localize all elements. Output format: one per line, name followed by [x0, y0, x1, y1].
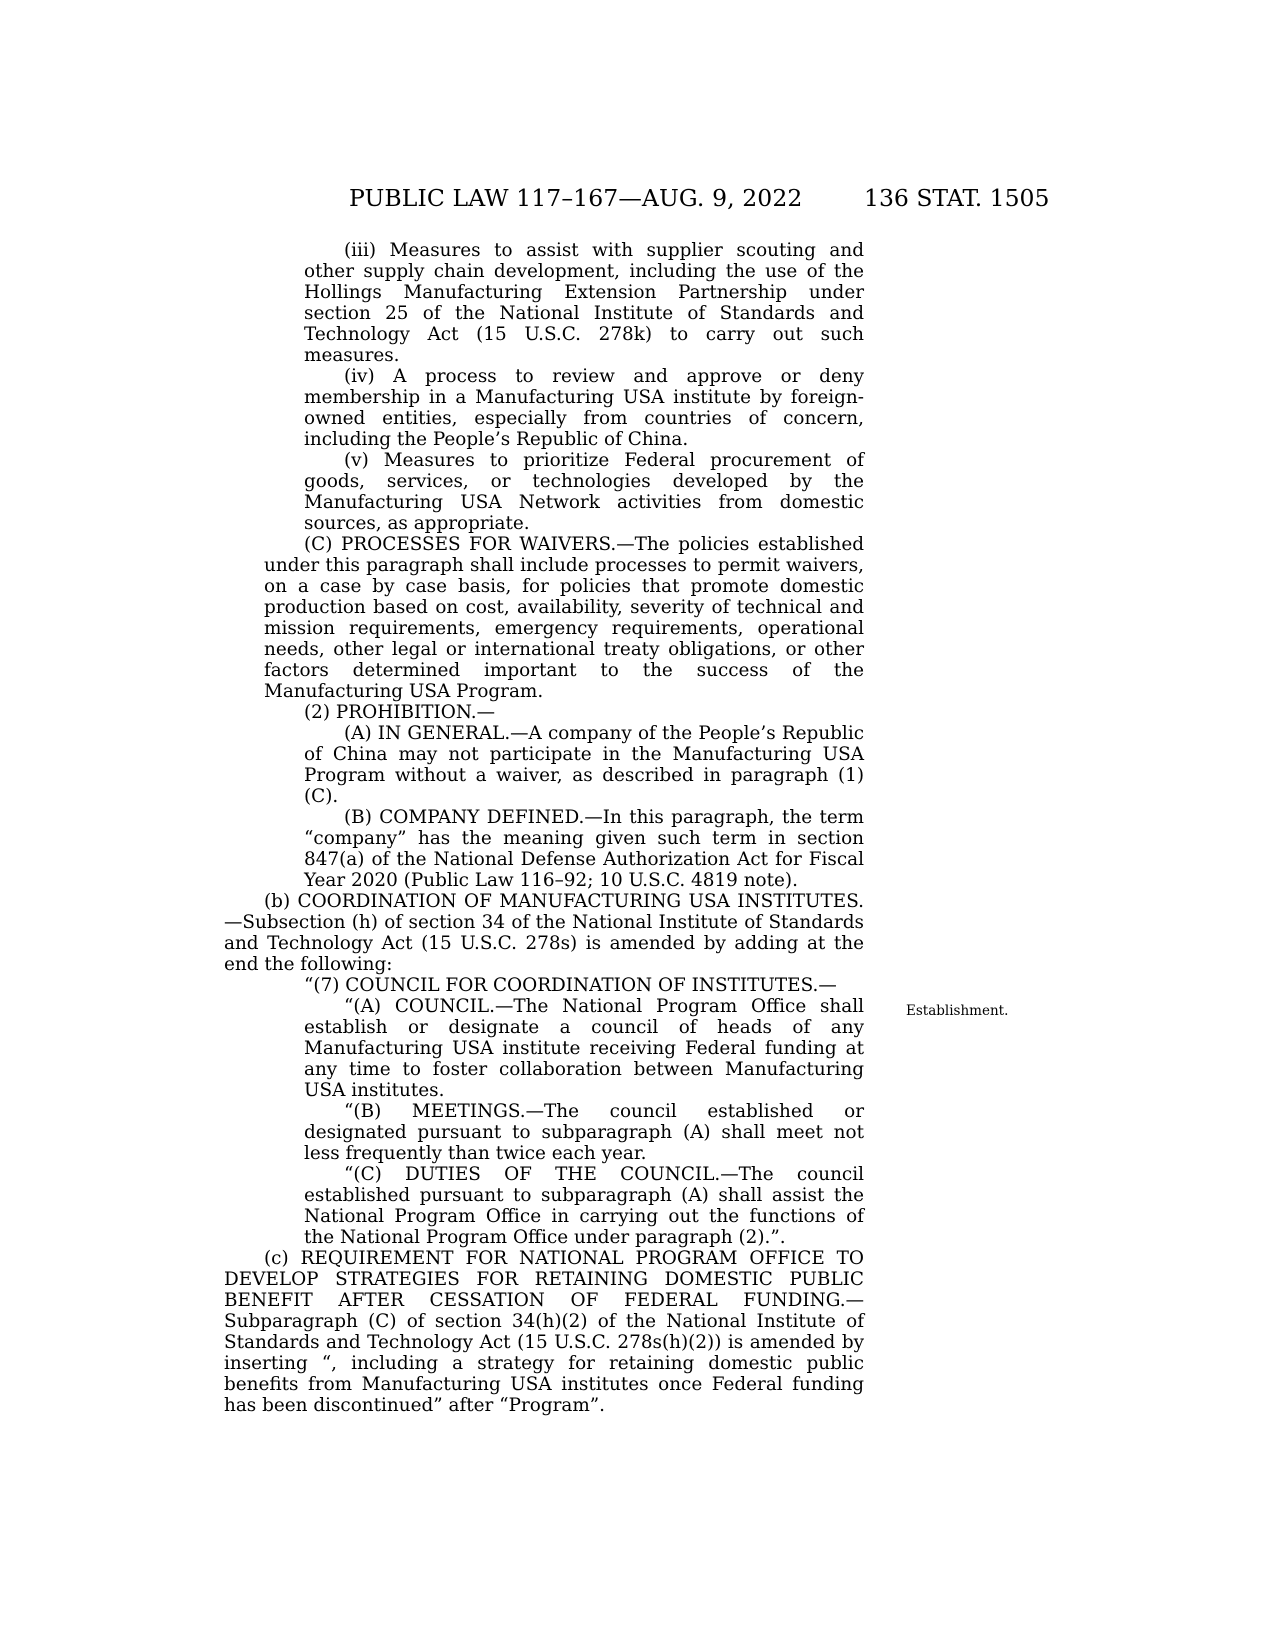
clause-v: (v) Measures to prioritize Federal procurement of goods, services, or technologies developed by the Manufacturing USA Network activities from domestic sources, as appropriate. [304, 450, 864, 534]
margin-note-establishment: Establishment. [906, 1003, 1009, 1019]
subparagraph-c-duties: “(C) DUTIES OF THE COUNCIL.—The council established pursuant to subparagraph (A) shall assist the National Program Office in carrying out the functions of the National Program Office under paragraph (2).”. [304, 1164, 864, 1248]
clause-iv: (iv) A process to review and approve or deny membership in a Manufacturing USA institute by foreign-owned entities, especially from countries of concern, including the People’s Republic of China. [304, 366, 864, 450]
subparagraph-a-in-general: (A) IN GENERAL.—A company of the People’s Republic of China may not participate in the Manufacturing USA Program without a waiver, as described in paragraph (1)(C). [304, 723, 864, 807]
clause-iii: (iii) Measures to assist with supplier scouting and other supply chain development, including the use of the Hollings Manufacturing Extension Partnership under section 25 of the National Institute of Standards and Technology Act (15 U.S.C. 278k) to carry out such measures. [304, 240, 864, 366]
subsection-b-coordination: (b) COORDINATION OF MANUFACTURING USA INSTITUTES.—Subsection (h) of section 34 of the National Institute of Standards and Technology Act (15 U.S.C. 278s) is amended by adding at the end the following: [224, 891, 864, 975]
subsection-c-requirement: (c) REQUIREMENT FOR NATIONAL PROGRAM OFFICE TO DEVELOP STRATEGIES FOR RETAINING DOMESTIC PUBLIC BENEFIT AFTER CESSATION OF FEDERAL FUNDING.—Subparagraph (C) of section 34(h)(2) of the National Institute of Standards and Technology Act (15 U.S.C. 278s(h)(2)) is amended by inserting “, including a strategy for retaining domestic public benefits from Manufacturing USA institutes once Federal funding has been discontinued” after “Program”. [224, 1248, 864, 1416]
running-header-title: PUBLIC LAW 117–167—AUG. 9, 2022 [349, 184, 803, 212]
paragraph-7-council-heading: “(7) COUNCIL FOR COORDINATION OF INSTITUTES.— [304, 975, 837, 996]
document-body [224, 240, 864, 1416]
subparagraph-b-company-defined: (B) COMPANY DEFINED.—In this paragraph, the term “company” has the meaning given such term in section 847(a) of the National Defense Authorization Act for Fiscal Year 2020 (Public Law 116–92; 10 U.S.C. 4819 note). [304, 807, 864, 891]
subparagraph-b-meetings: “(B) MEETINGS.—The council established or designated pursuant to subparagraph (A) shall meet not less frequently than twice each year. [304, 1101, 864, 1164]
subparagraph-c-waivers: (C) PROCESSES FOR WAIVERS.—The policies established under this paragraph shall include processes to permit waivers, on a case by case basis, for policies that promote domestic production based on cost, availability, severity of technical and mission requirements, emergency requirements, operational needs, other legal or international treaty obligations, or other factors determined important to the success of the Manufacturing USA Program. [264, 534, 864, 702]
subparagraph-a-council: “(A) COUNCIL.—The National Program Office shall establish or designate a council of heads of any Manufacturing USA institute receiving Federal funding at any time to foster collaboration between Manufacturing USA institutes. [304, 996, 864, 1101]
page-number: 136 STAT. 1505 [864, 184, 1050, 212]
paragraph-2-prohibition: (2) PROHIBITION.— [304, 702, 496, 723]
